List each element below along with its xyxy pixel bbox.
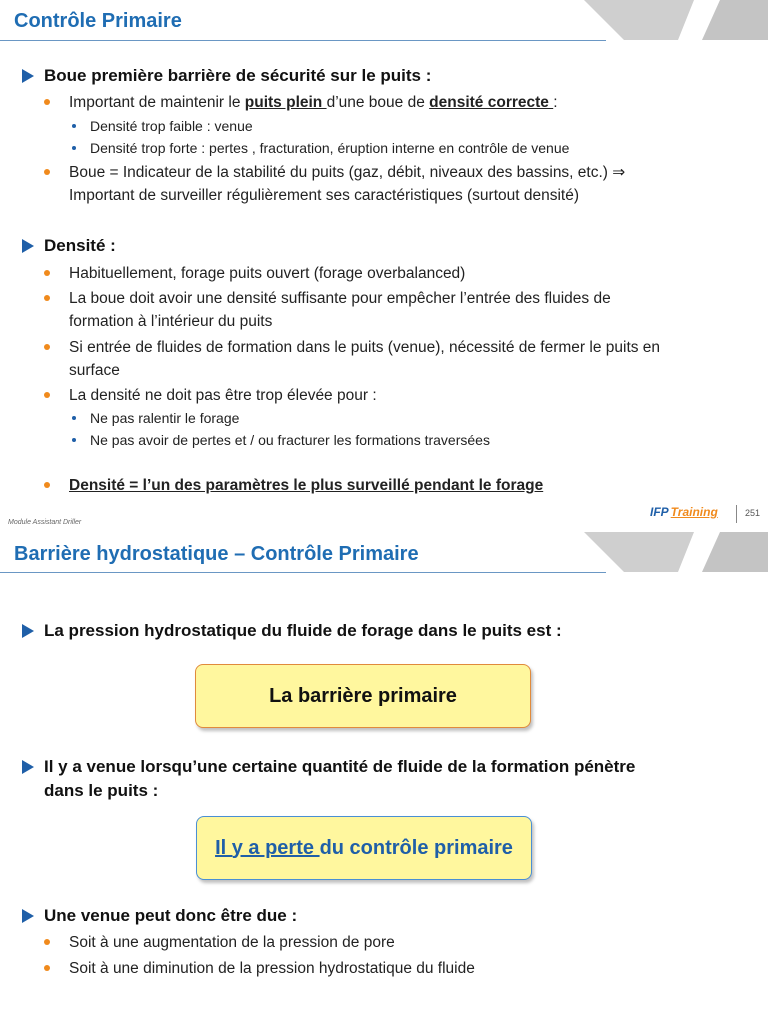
title-rule bbox=[0, 572, 606, 573]
section-heading-densite: Densité : bbox=[22, 234, 752, 258]
orange-bullet-icon bbox=[44, 965, 50, 971]
orange-bullet-icon bbox=[44, 392, 50, 398]
orange-bullet-icon bbox=[44, 344, 50, 350]
orange-bullet-icon bbox=[44, 169, 50, 175]
sub-item-ralentir: Ne pas ralentir le forage bbox=[72, 408, 732, 428]
bullet-pression-hydrostatique: La pression hydrostatique du fluide de forage dans le puits est : bbox=[22, 619, 752, 643]
triangle-bullet-icon bbox=[22, 624, 34, 638]
triangle-bullet-icon bbox=[22, 760, 34, 774]
list-item-pression-pore: Soit à une augmentation de la pression de pore bbox=[44, 931, 734, 954]
list-item-puits-plein: Important de maintenir le puits plein d’une boue de densité correcte : bbox=[44, 91, 734, 114]
list-item-habituellement: Habituellement, forage puits ouvert (forage overbalanced) bbox=[44, 262, 734, 285]
header-decoration bbox=[568, 532, 768, 572]
orange-bullet-icon bbox=[44, 99, 50, 105]
blue-bullet-icon bbox=[72, 146, 76, 150]
list-item-pression-fluide: Soit à une diminution de la pression hydrostatique du fluide bbox=[44, 957, 734, 980]
slide-title: Barrière hydrostatique – Contrôle Primaire bbox=[14, 543, 419, 565]
triangle-bullet-icon bbox=[22, 239, 34, 253]
title-rule bbox=[0, 40, 606, 41]
blue-bullet-icon bbox=[72, 416, 76, 420]
section-heading-boue: Boue première barrière de sécurité sur le puits : bbox=[22, 64, 752, 88]
perte-link[interactable]: Il y a perte bbox=[215, 836, 320, 859]
perte-controle-box: Il y a perte du contrôle primaire bbox=[196, 816, 532, 880]
list-item-densite-suffisante: La boue doit avoir une densité suffisante pour empêcher l’entrée des fluides de formation à l’intérieur du puits bbox=[44, 287, 734, 333]
sub-item-densite-forte: Densité trop forte : pertes , fracturation, éruption interne en contrôle de venue bbox=[72, 138, 732, 158]
bullet-venue-due: Une venue peut donc être due : bbox=[22, 904, 752, 928]
blue-bullet-icon bbox=[72, 124, 76, 128]
orange-bullet-icon bbox=[44, 270, 50, 276]
triangle-bullet-icon bbox=[22, 69, 34, 83]
barriere-primaire-box: La barrière primaire bbox=[195, 664, 531, 728]
sub-item-pertes: Ne pas avoir de pertes et / ou fracturer les formations traversées bbox=[72, 430, 732, 450]
slide-252 bbox=[0, 532, 768, 1024]
blue-bullet-icon bbox=[72, 438, 76, 442]
list-item-densite-elevee: La densité ne doit pas être trop élevée pour : bbox=[44, 384, 734, 407]
triangle-bullet-icon bbox=[22, 909, 34, 923]
list-item-densite-surveille: Densité = l’un des paramètres le plus surveillé pendant le forage bbox=[44, 474, 734, 497]
list-item-indicateur: Boue = Indicateur de la stabilité du puits (gaz, débit, niveaux des bassins, etc.) ⇒ Important de surveiller régulièrement ses caractéristiques (surtout densité) bbox=[44, 161, 734, 207]
sub-item-densite-faible: Densité trop faible : venue bbox=[72, 116, 732, 136]
slide-title: Contrôle Primaire bbox=[14, 10, 182, 32]
orange-bullet-icon bbox=[44, 482, 50, 488]
list-item-fermer-puits: Si entrée de fluides de formation dans le puits (venue), nécessité de fermer le puits en surface bbox=[44, 336, 734, 382]
page-number: 251 bbox=[745, 508, 761, 518]
ifp-training-logo: IFP Training bbox=[650, 505, 718, 519]
bullet-venue-definition: Il y a venue lorsqu’une certaine quantité de fluide de la formation pénètre dans le puits : bbox=[22, 755, 752, 803]
orange-bullet-icon bbox=[44, 939, 50, 945]
footer-module-name: Module Assistant Driller bbox=[8, 519, 82, 526]
footer-divider bbox=[736, 505, 737, 523]
orange-bullet-icon bbox=[44, 295, 50, 301]
header-decoration bbox=[568, 0, 768, 40]
